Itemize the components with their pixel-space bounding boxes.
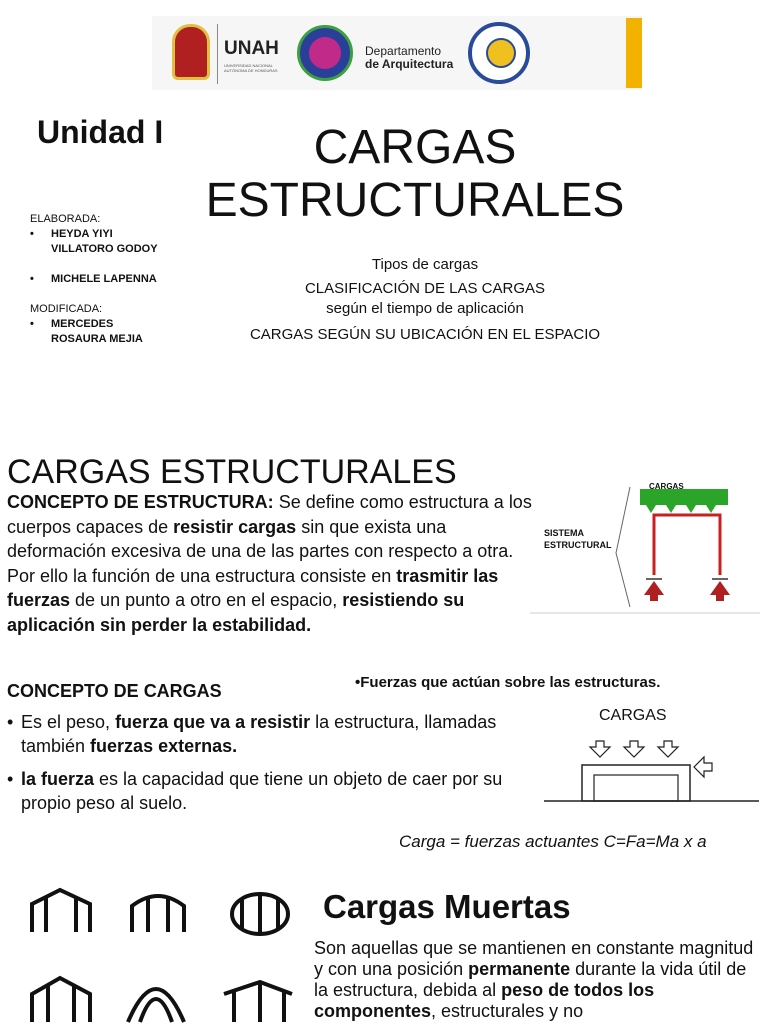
author-item: • MERCEDES bbox=[30, 318, 114, 330]
main-title-line-1: CARGAS bbox=[313, 121, 517, 174]
concept-paragraph: CONCEPTO DE ESTRUCTURA: Se define como estructura a los cuerpos capaces de resistir cargas sin que exista una deformación excesiva de una de las partes con respecto a otra. Por ello la función de una estructura consiste en trasmitir las fuerzas de un punto a otro en el espacio, resistiendo su aplicación sin perder la estabilidad. bbox=[7, 492, 532, 635]
cargas-muertas-heading: Cargas Muertas bbox=[323, 888, 571, 925]
figure-sistema-label-2: ESTRUCTURAL bbox=[544, 540, 612, 550]
architecture-seal-icon bbox=[468, 22, 530, 84]
main-title-line-2: ESTRUCTURALES bbox=[205, 174, 625, 227]
credits bbox=[30, 212, 190, 347]
unah-subtitle-2: AUTÓNOMA DE HONDURAS bbox=[224, 68, 278, 73]
unah-subtitle-1: UNIVERSIDAD NACIONAL bbox=[224, 63, 273, 68]
dept-label-1: Departamento bbox=[365, 44, 442, 58]
logo-divider bbox=[217, 24, 218, 84]
cargas-muertas-paragraph: Son aquellas que se mantienen en constante magnitud y con una posición permanente durante la vida útil de la estructura, debida al peso de todos los componentes, estructurales y no bbox=[314, 938, 754, 1021]
fuerzas-note: •Fuerzas que actúan sobre las estructuras. bbox=[355, 674, 661, 691]
topic-2b: según el tiempo de aplicación bbox=[326, 300, 524, 317]
cargas-concept-heading: CONCEPTO DE CARGAS bbox=[7, 681, 222, 701]
topic-1: Tipos de cargas bbox=[371, 256, 479, 273]
unit-label: Unidad I bbox=[37, 114, 164, 150]
author-item: • MICHELE LAPENNA bbox=[30, 273, 157, 285]
author-item-cont: VILLATORO GODOY bbox=[51, 243, 158, 255]
figure2-cargas-label: CARGAS bbox=[599, 707, 667, 724]
university-seal-icon bbox=[172, 24, 210, 80]
elaborada-label: ELABORADA: bbox=[30, 213, 101, 225]
bullet-item: • la fuerza es la capacidad que tiene un objeto de caer por su propio peso al suelo. bbox=[7, 769, 503, 813]
modificada-label: MODIFICADA: bbox=[30, 303, 103, 315]
faculty-seal-icon bbox=[297, 25, 353, 81]
topic-3: CARGAS SEGÚN SU UBICACIÓN EN EL ESPACIO bbox=[249, 326, 601, 343]
bullet-item: • Es el peso, fuerza que va a resistir la estructura, llamadas también fuerzas externas. bbox=[7, 712, 497, 756]
structures-thumbnails bbox=[28, 886, 296, 1024]
accent-bar bbox=[626, 18, 642, 88]
dept-label-2: de Arquitectura bbox=[365, 57, 454, 71]
loads-box-figure bbox=[544, 735, 759, 807]
formula: Carga = fuerzas actuantes C=Fa=Ma x a bbox=[399, 832, 707, 851]
author-item-cont: ROSAURA MEJIA bbox=[51, 333, 143, 345]
unah-logo-text: UNAH bbox=[224, 38, 279, 59]
figure-cargas-label: CARGAS bbox=[649, 482, 684, 491]
section-heading: CARGAS ESTRUCTURALES bbox=[7, 453, 457, 491]
topic-2a: CLASIFICACIÓN DE LAS CARGAS bbox=[304, 280, 546, 297]
figure-sistema-label-1: SISTEMA bbox=[544, 528, 585, 538]
author-item: • HEYDA YIYI bbox=[30, 228, 113, 240]
cargas-bullets bbox=[7, 710, 542, 815]
